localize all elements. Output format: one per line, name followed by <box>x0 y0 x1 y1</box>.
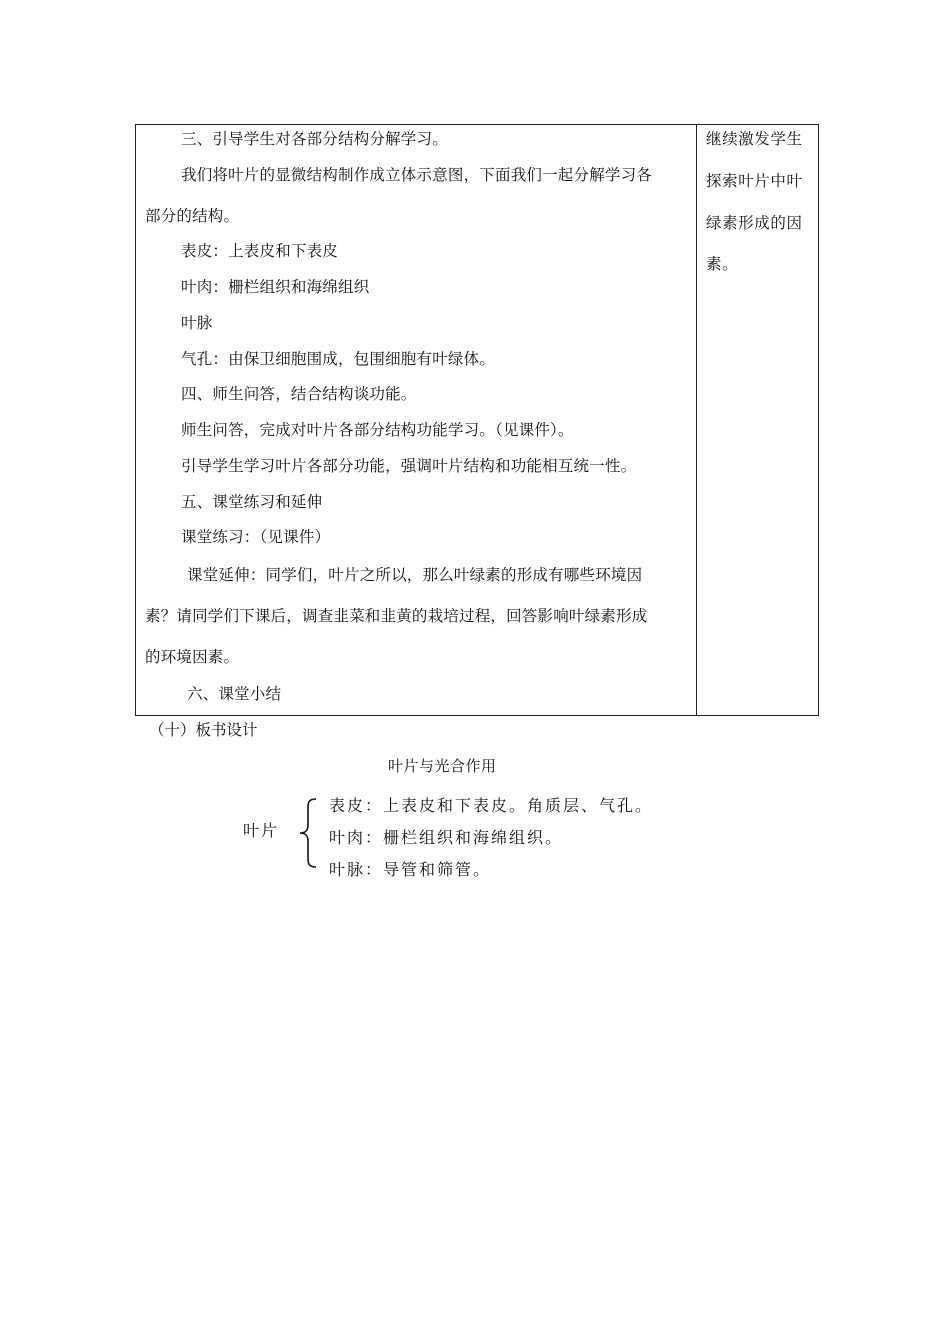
main-line-14: 素？请同学们下课后，调查韭菜和韭黄的栽培过程，回答影响叶绿素形成 <box>145 607 648 625</box>
main-line-6: 叶脉 <box>181 314 213 332</box>
main-line-9: 师生问答，完成对叶片各部分结构功能学习。（见课件）。 <box>181 421 574 439</box>
main-line-16: 六、课堂小结 <box>187 685 282 703</box>
main-line-2: 我们将叶片的显微结构制作成立体示意图，下面我们一起分解学习各 <box>181 166 653 184</box>
side-line-4: 素。 <box>706 255 739 273</box>
board-branch-epidermis: 表皮：上表皮和下表皮。角质层、气孔。 <box>329 796 654 815</box>
main-line-11: 五、课堂练习和延伸 <box>181 493 323 511</box>
main-line-5: 叶肉：栅栏组织和海绵组织 <box>181 278 370 296</box>
board-title: 叶片与光合作用 <box>388 757 497 775</box>
board-branch-vein: 叶脉：导管和筛管。 <box>329 860 492 879</box>
main-line-1: 三、引导学生对各部分结构分解学习。 <box>181 130 448 148</box>
design-intent-cell <box>697 125 818 715</box>
side-line-1: 继续激发学生 <box>706 130 803 148</box>
main-line-8: 四、师生问答，结合结构谈功能。 <box>181 385 417 403</box>
side-line-2: 探索叶片中叶 <box>706 172 803 190</box>
side-line-3: 绿素形成的因 <box>706 214 803 232</box>
board-design-heading: （十）板书设计 <box>149 721 258 739</box>
main-line-4: 表皮：上表皮和下表皮 <box>181 242 339 260</box>
board-branch-mesophyll: 叶肉：栅栏组织和海绵组织。 <box>329 828 564 847</box>
main-line-15: 的环境因素。 <box>145 648 240 666</box>
teaching-process-cell <box>136 125 696 715</box>
board-root-label: 叶片 <box>243 821 280 840</box>
main-line-12: 课堂练习：（见课件） <box>181 528 331 546</box>
curly-brace-icon <box>296 797 320 869</box>
lesson-table <box>135 124 819 716</box>
main-line-13: 课堂延伸：同学们，叶片之所以，那么叶绿素的形成有哪些环境因 <box>187 566 643 584</box>
main-line-10: 引导学生学习叶片各部分功能，强调叶片结构和功能相互统一性。 <box>181 457 637 475</box>
main-line-7: 气孔：由保卫细胞围成，包围细胞有叶绿体。 <box>181 350 496 368</box>
main-line-3: 部分的结构。 <box>145 207 240 225</box>
